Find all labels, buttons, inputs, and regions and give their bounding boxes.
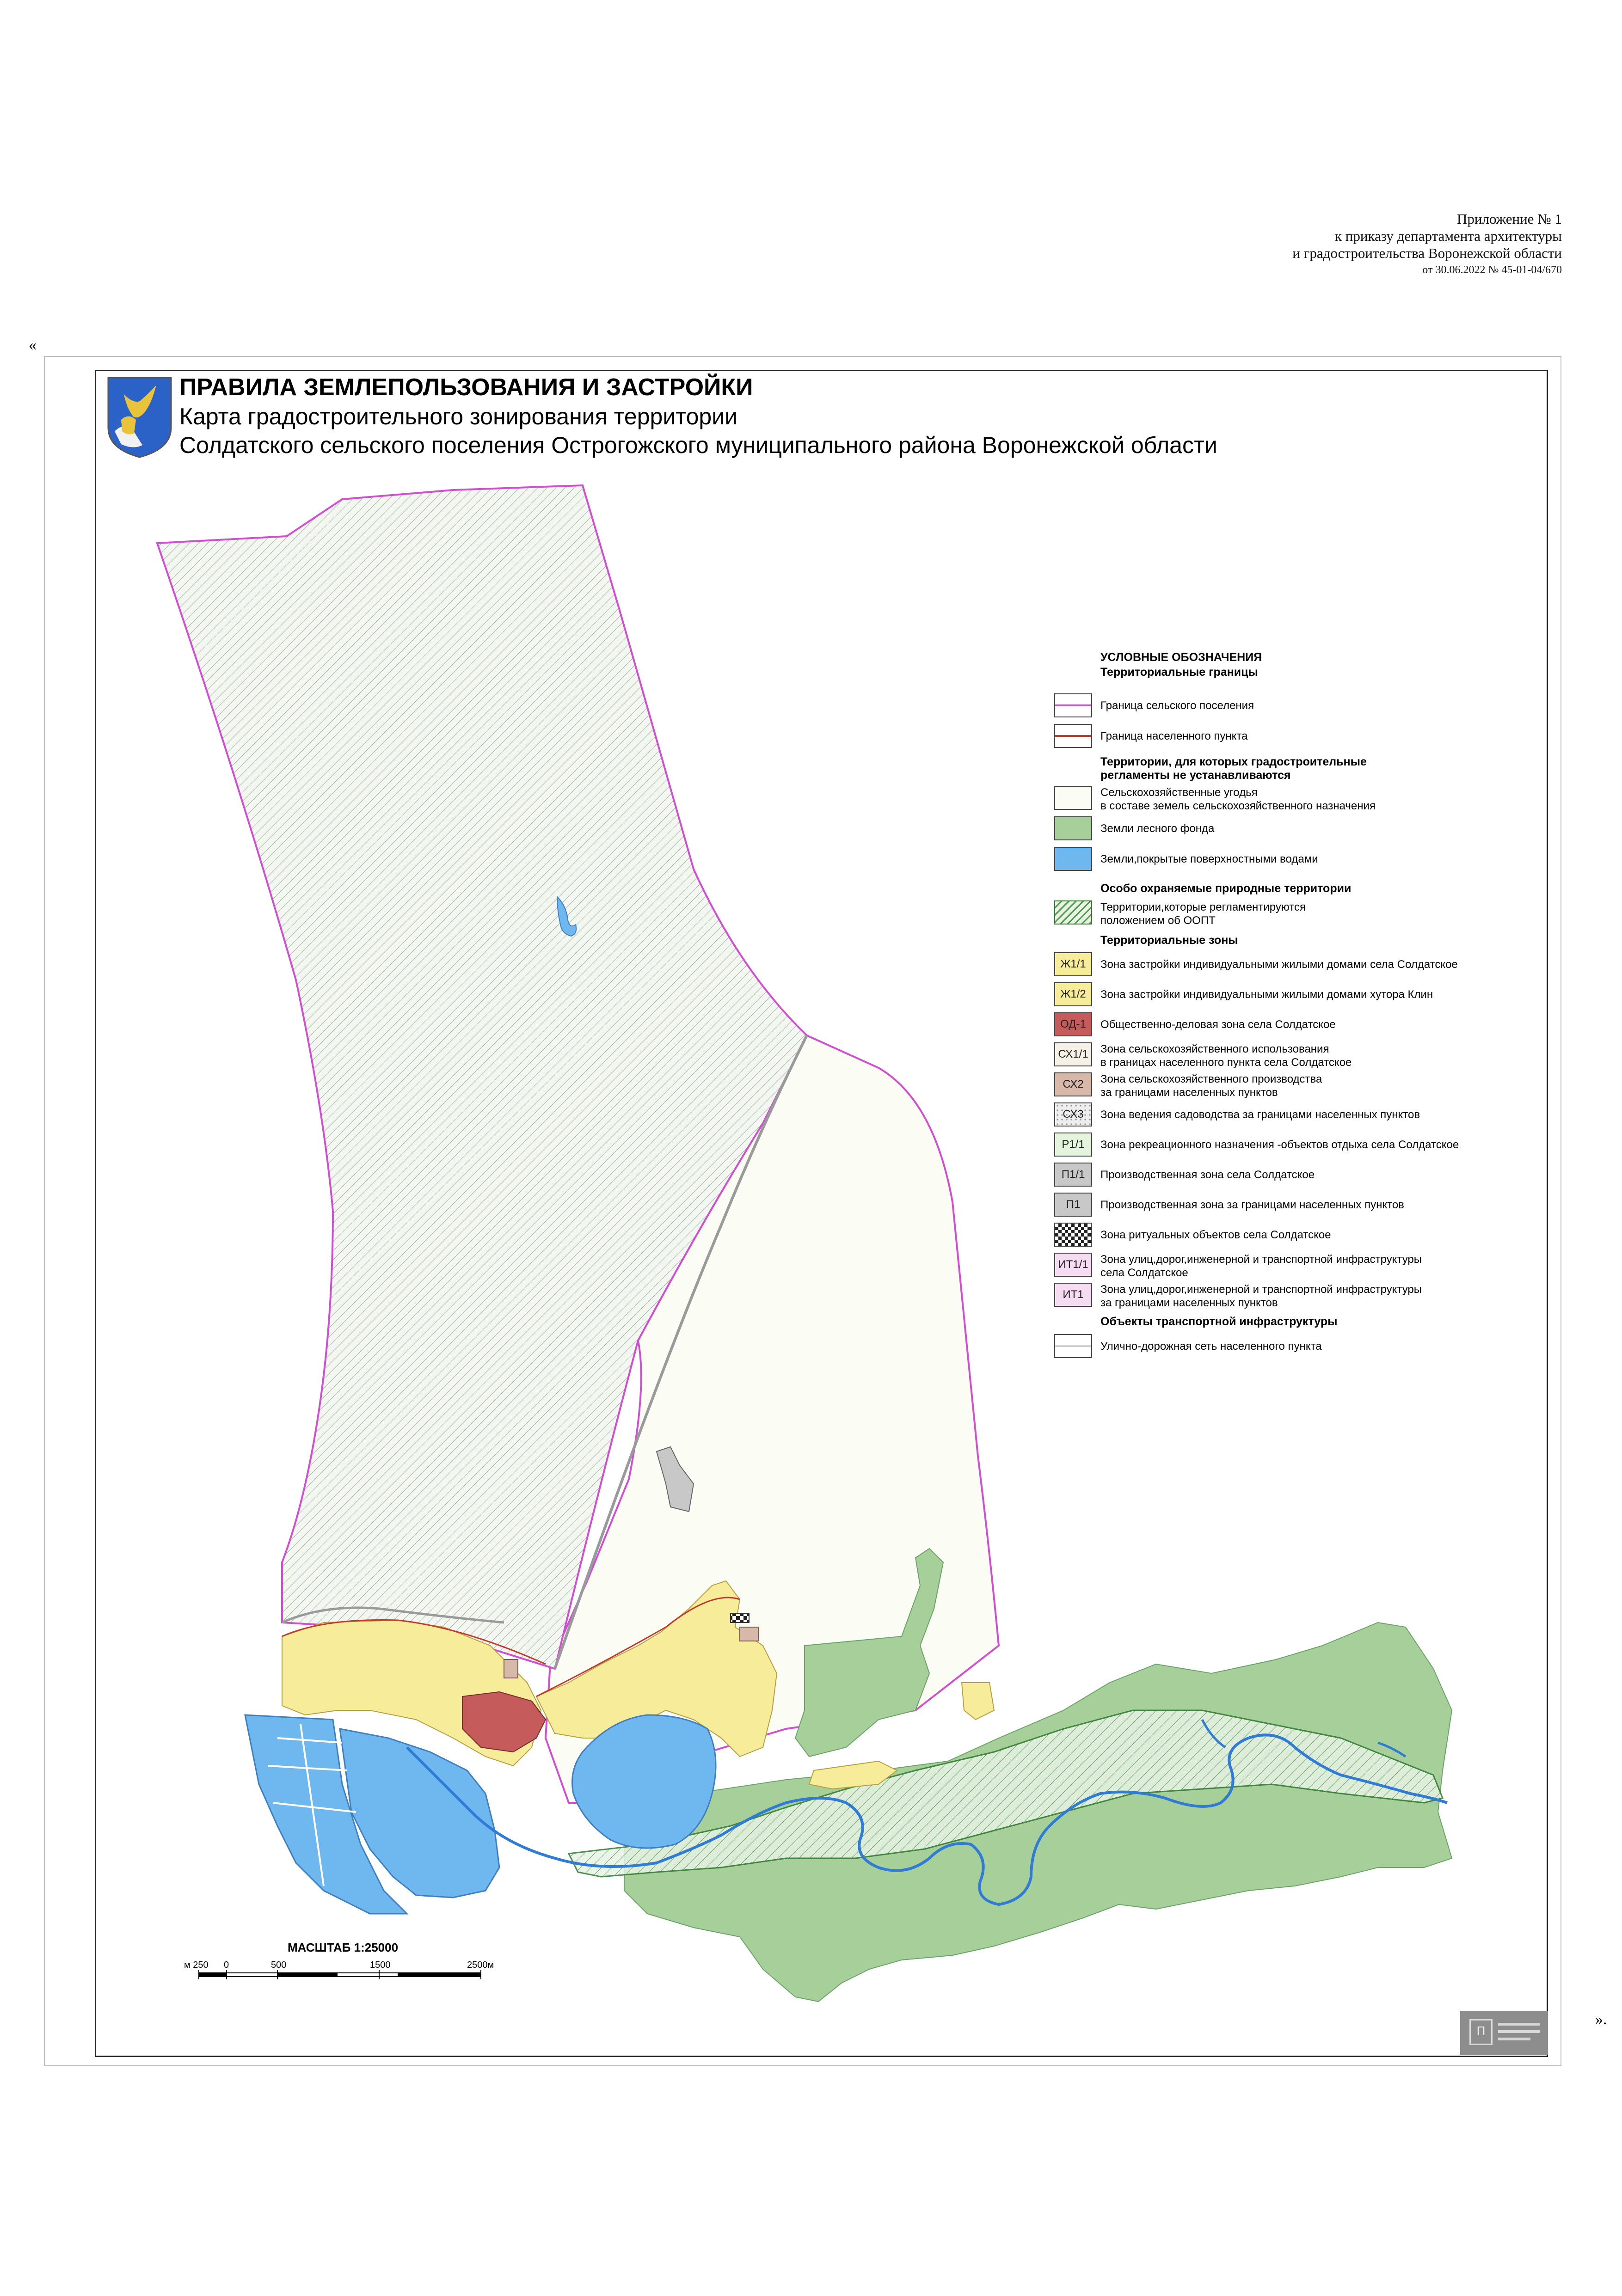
opening-quote: « — [29, 337, 37, 354]
legend-title: УСЛОВНЫЕ ОБОЗНАЧЕНИЯ — [1100, 651, 1262, 664]
organization-stamp — [1460, 2011, 1548, 2055]
legend-item-r11: Р1/1 Зона рекреационного назначения -объектов отдыха села Солдатское — [1054, 1133, 1544, 1160]
legend-item-locality-boundary: Граница населенного пункта — [1054, 724, 1544, 752]
annex-line-4: от 30.06.2022 № 45-01-04/670 — [1422, 264, 1562, 276]
legend-item-p11: П1/1 Производственная зона села Солдатское — [1054, 1163, 1544, 1190]
legend-item-it11: ИТ1/1 Зона улиц,дорог,инженерной и транспортной инфраструктуры села Солдатское — [1054, 1253, 1544, 1280]
settlement-boundary-swatch — [1054, 693, 1092, 717]
legend-item-sh3: СХ3 Зона ведения садоводства за границами населенных пунктов — [1054, 1102, 1544, 1130]
scale-bar — [199, 1970, 481, 1979]
legend-item-p1: П1 Производственная зона за границами населенных пунктов — [1054, 1193, 1544, 1220]
annex-line-2: к приказу департамента архитектуры — [1334, 228, 1562, 244]
map-subtitle-2: Солдатского сельского поселения Острогожского муниципального района Воронежской области — [179, 432, 1217, 458]
scale-label-3: 1500 — [370, 1960, 391, 1970]
legend-item-zh12: Ж1/2 Зона застройки индивидуальными жилыми домами хутора Клин — [1054, 982, 1544, 1010]
scale-label-1: 0 — [224, 1960, 229, 1970]
locality-boundary-swatch — [1054, 724, 1092, 748]
stamp-logo-icon: П — [1469, 2019, 1493, 2045]
scale-label-0: м 250 — [184, 1960, 209, 1970]
legend-section-boundaries: Территориальные границы — [1100, 666, 1258, 679]
legend-item-water: Земли,покрытые поверхностными водами — [1054, 847, 1544, 875]
legend-item-ritual: Зона ритуальных объектов села Солдатское — [1054, 1223, 1544, 1250]
legend-item-sh2: СХ2 Зона сельскохозяйственного производства за границами населенных пунктов — [1054, 1072, 1544, 1100]
annex-line-1: Приложение № 1 — [1457, 211, 1562, 227]
map-title: ПРАВИЛА ЗЕМЛЕПОЛЬЗОВАНИЯ И ЗАСТРОЙКИ — [179, 374, 753, 401]
annex-line-3: и градостроительства Воронежской области — [1292, 245, 1562, 261]
legend-item-oopt: Территории,которые регламентируются положением об ООПТ — [1054, 900, 1544, 928]
scale-title: МАСШТАБ 1:25000 — [288, 1941, 399, 1954]
scale-label-4: 2500м — [467, 1960, 494, 1970]
closing-quote: ». — [1595, 2011, 1607, 2028]
map-subtitle: Карта градостроительного зонирования территории — [179, 404, 738, 429]
legend-item-sh11: СХ1/1 Зона сельскохозяйственного использования в границах населенного пункта села Солдатское — [1054, 1042, 1544, 1070]
legend-item-agricultural-land: Сельскохозяйственные угодья в составе земель сельскохозяйственного назначения — [1054, 786, 1544, 814]
legend-item-it1: ИТ1 Зона улиц,дорог,инженерной и транспортной инфраструктуры за границами населенных пунктов — [1054, 1283, 1544, 1310]
scale-label-2: 500 — [271, 1960, 287, 1970]
legend-item-settlement-boundary: Граница сельского поселения — [1054, 693, 1544, 721]
legend-item-streets: Улично-дорожная сеть населенного пункта — [1054, 1334, 1544, 1362]
legend-item-zh11: Ж1/1 Зона застройки индивидуальными жилыми домами села Солдатское — [1054, 952, 1544, 980]
legend-item-od1: ОД-1 Общественно-деловая зона села Солдатское — [1054, 1012, 1544, 1040]
legend-item-forest: Земли лесного фонда — [1054, 816, 1544, 844]
